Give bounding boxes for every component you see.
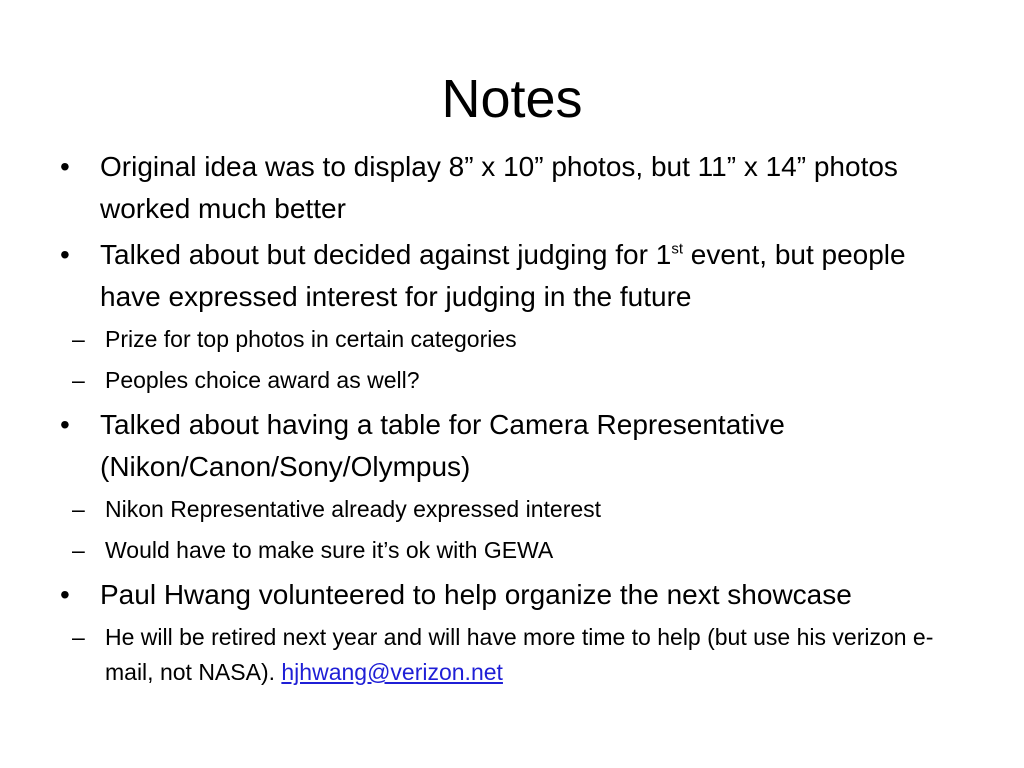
bullet-dot-icon: • xyxy=(60,151,70,182)
bullet-dot-icon: • xyxy=(60,579,70,610)
sub-bullet-item xyxy=(60,620,960,690)
sub-list xyxy=(60,492,960,568)
sub-list xyxy=(60,322,960,398)
dash-icon: – xyxy=(72,537,85,563)
dash-icon: – xyxy=(72,367,85,393)
sub-list xyxy=(60,620,960,690)
sub-bullet-text: Would have to make sure it’s ok with GEWA xyxy=(105,537,554,563)
dash-icon: – xyxy=(72,326,85,352)
sub-bullet-item xyxy=(60,492,960,527)
bullet-item-4 xyxy=(60,574,960,616)
email-link[interactable]: hjhwang@verizon.net xyxy=(281,659,503,685)
sub-bullet-item xyxy=(60,322,960,357)
sub-bullet-item xyxy=(60,363,960,398)
bullet-text-after: event, but people have expressed interest for judging in the future xyxy=(100,239,906,312)
dash-icon: – xyxy=(72,496,85,522)
bullet-item-2 xyxy=(60,234,960,318)
bullet-item-3 xyxy=(60,404,960,488)
sub-bullet-text: Peoples choice award as well? xyxy=(105,367,420,393)
ordinal-superscript: st xyxy=(671,240,683,258)
sub-bullet-text: He will be retired next year and will have more time to help (but use his verizon e-mail, not NASA). xyxy=(105,624,934,685)
dash-icon: – xyxy=(72,624,85,650)
slide-title: Notes xyxy=(441,69,583,129)
bullet-dot-icon: • xyxy=(60,409,70,440)
bullet-item-1 xyxy=(60,146,960,230)
bullet-text: Paul Hwang volunteered to help organize the next showcase xyxy=(100,579,852,610)
bullet-text: Talked about having a table for Camera Representative (Nikon/Canon/Sony/Olympus) xyxy=(100,409,785,482)
bullet-dot-icon: • xyxy=(60,239,70,270)
bullet-list xyxy=(60,146,960,696)
bullet-text-before: Talked about but decided against judging for 1 xyxy=(100,239,672,270)
bullet-text: Original idea was to display 8” x 10” photos, but 11” x 14” photos worked much better xyxy=(100,151,898,224)
sub-bullet-text: Nikon Representative already expressed interest xyxy=(105,496,602,522)
sub-bullet-item xyxy=(60,533,960,568)
sub-bullet-text: Prize for top photos in certain categories xyxy=(105,326,517,352)
